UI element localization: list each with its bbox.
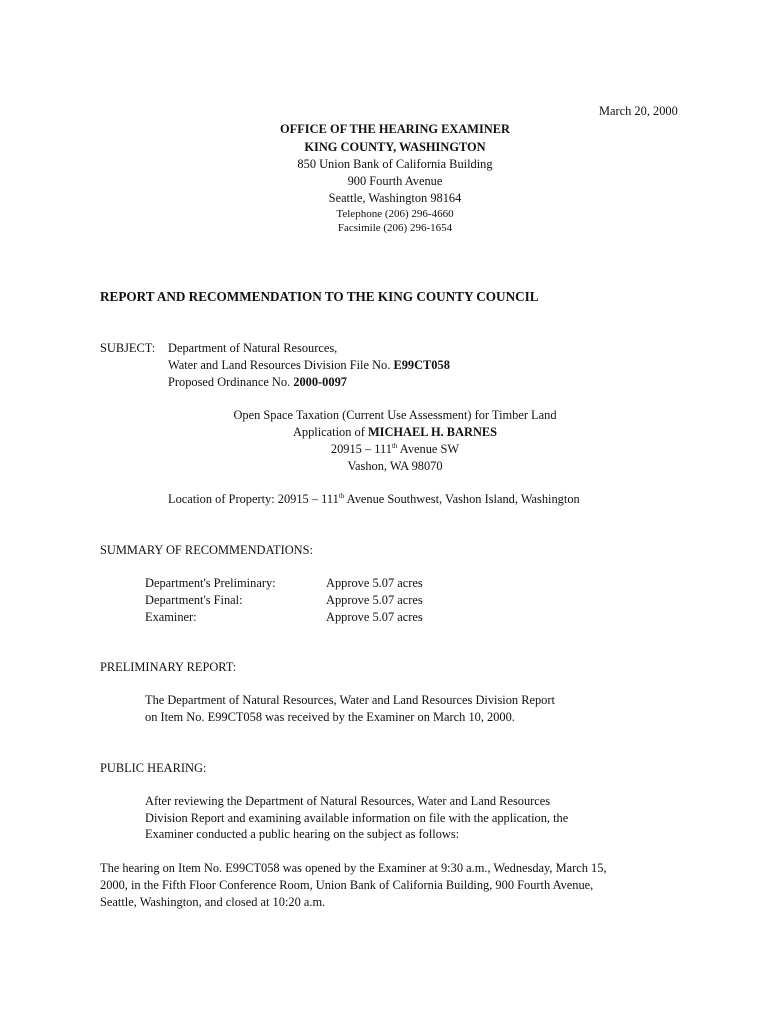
applicant-name: MICHAEL H. BARNES xyxy=(367,425,498,439)
public-hearing-line-1: After reviewing the Department of Natural Resources, Water and Land Resources xyxy=(145,794,551,808)
summary-row: Department's Preliminary: Approve 5.07 acres xyxy=(145,576,423,590)
public-hearing-heading: PUBLIC HEARING: xyxy=(100,761,207,775)
summary-table xyxy=(145,575,423,626)
hearing-paragraph-line-1: The hearing on Item No. E99CT058 was opened by the Examiner at 9:30 a.m., Wednesday, March 15, xyxy=(100,861,607,875)
summary-row: Department's Final: Approve 5.07 acres xyxy=(145,593,423,607)
summary-row: Examiner: Approve 5.07 acres xyxy=(145,610,423,624)
ordinance-number: 2000-0097 xyxy=(293,375,347,389)
hearing-paragraph-line-3: Seattle, Washington, and closed at 10:20 a.m. xyxy=(100,895,326,909)
facsimile: Facsimile (206) 296-1654 xyxy=(337,222,453,234)
application-line-1: Open Space Taxation (Current Use Assessment) for Timber Land xyxy=(233,408,557,422)
office-title: OFFICE OF THE HEARING EXAMINER xyxy=(280,122,510,136)
subject-label: SUBJECT: xyxy=(100,341,156,355)
subject-line-1: Department of Natural Resources, xyxy=(168,341,338,355)
property-location: Location of Property: 20915 – 111th Avenue Southwest, Vashon Island, Washington xyxy=(168,492,580,506)
hearing-paragraph-line-2: 2000, in the Fifth Floor Conference Room, Union Bank of California Building, 900 Fourth Avenue, xyxy=(100,878,594,892)
preliminary-line-2: on Item No. E99CT058 was received by the Examiner on March 10, 2000. xyxy=(145,710,515,724)
application-city: Vashon, WA 98070 xyxy=(347,459,443,473)
file-number: E99CT058 xyxy=(393,358,450,372)
address-line-3: Seattle, Washington 98164 xyxy=(328,191,462,205)
public-hearing-line-2: Division Report and examining available information on file with the application, the xyxy=(145,811,569,825)
address-line-2: 900 Fourth Avenue xyxy=(347,174,443,188)
telephone: Telephone (206) 296-4660 xyxy=(336,208,454,220)
application-address: 20915 – 111th Avenue SW xyxy=(330,442,460,456)
preliminary-heading: PRELIMINARY REPORT: xyxy=(100,660,237,674)
report-title: REPORT AND RECOMMENDATION TO THE KING COUNTY COUNCIL xyxy=(100,289,539,304)
public-hearing-line-3: Examiner conducted a public hearing on the subject as follows: xyxy=(145,827,460,841)
application-line-2: Application of MICHAEL H. BARNES xyxy=(292,425,498,439)
subject-line-3: Proposed Ordinance No. 2000-0097 xyxy=(168,375,347,389)
address-line-1: 850 Union Bank of California Building xyxy=(297,157,493,171)
subject-line-2: Water and Land Resources Division File No. E99CT058 xyxy=(168,358,450,372)
preliminary-line-1: The Department of Natural Resources, Water and Land Resources Division Report xyxy=(145,693,555,707)
summary-heading: SUMMARY OF RECOMMENDATIONS: xyxy=(100,543,313,557)
county-title: KING COUNTY, WASHINGTON xyxy=(304,140,486,154)
document-date: March 20, 2000 xyxy=(599,104,678,118)
